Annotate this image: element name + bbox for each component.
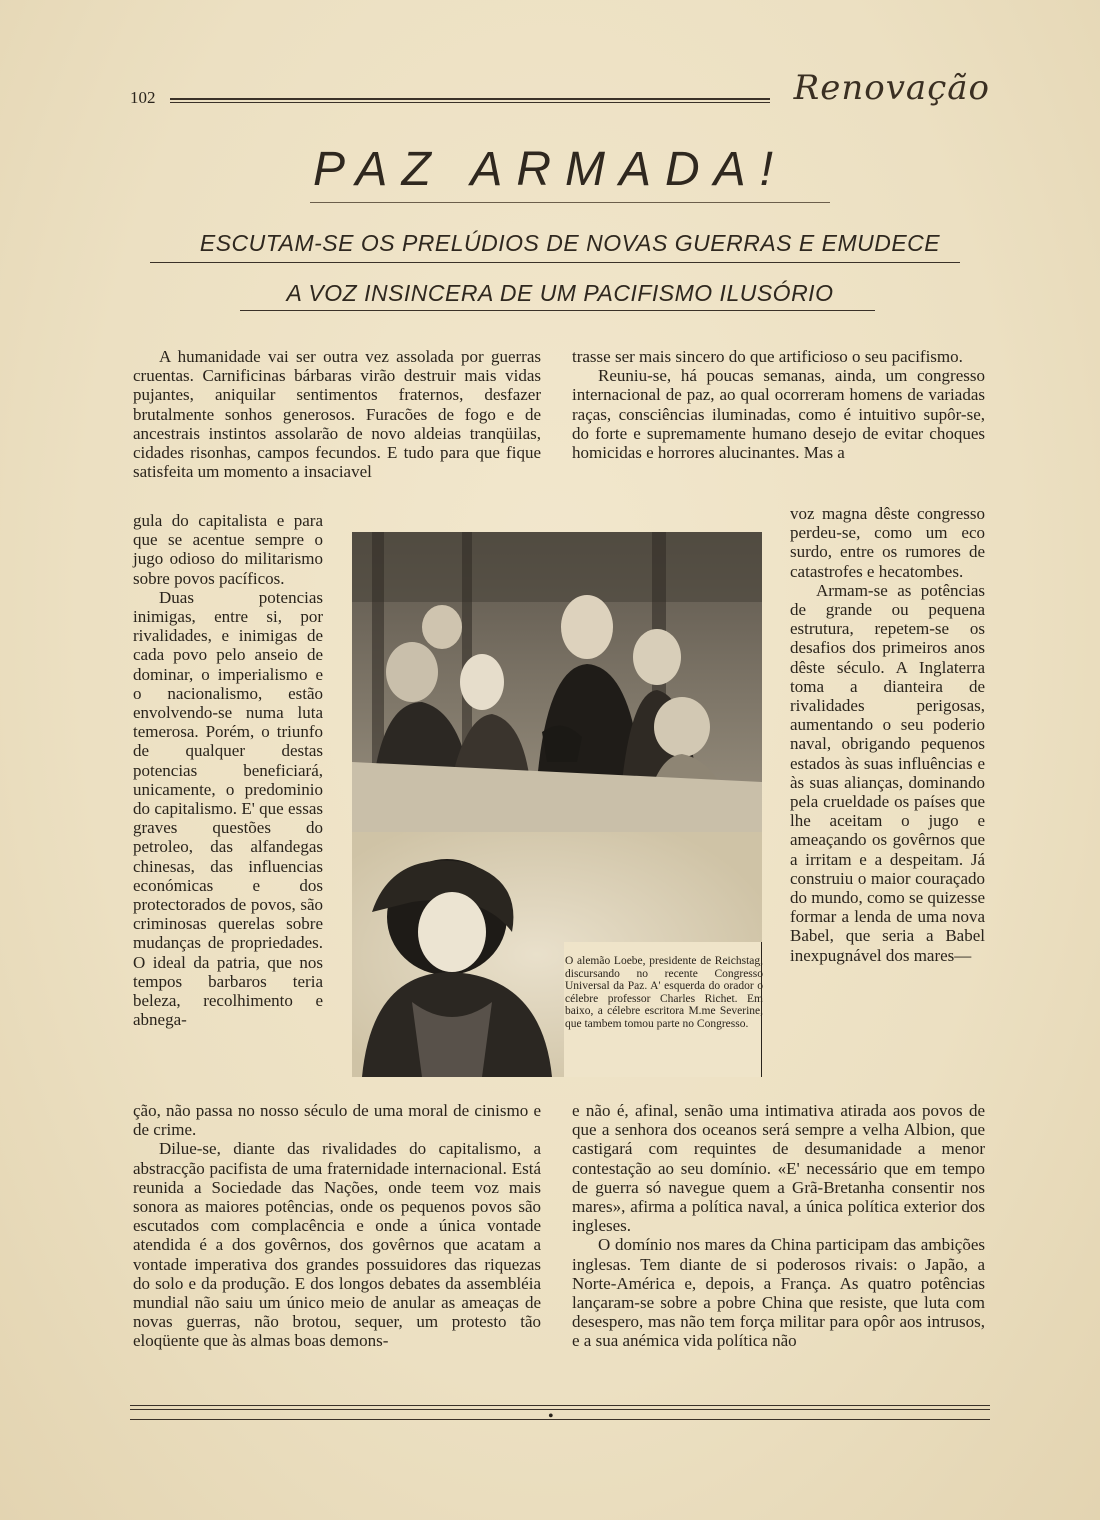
footer-mark: • (548, 1408, 554, 1425)
header-rule (170, 98, 770, 103)
article-title: PAZ ARMADA! (312, 143, 788, 196)
right-column-narrow (790, 504, 985, 965)
masthead-logo: Renovação (793, 68, 990, 108)
photo-caption (565, 955, 763, 1031)
right-column-top (572, 347, 985, 462)
paragraph: Dilue-se, diante das rivalidades do capitalismo, a abstracção pacifista de uma fraternidade internacional. Está reunida a Sociedade das Nações, onde teem voz mais sonora as maiores potências, onde os pequenos povos são escutados com complacência e onde a única vontade atendida é a dos govêrnos, dos govêrnos que acatam a vontade imperativa dos grandes possuidores das riquezas do solo e da produção. E dos longos debates da assembléia mundial não saiu um único meio de anular as ameaças de novas guerras, não brotou, sequer, um protesto tão eloqüente que às almas boas demons- (133, 1139, 541, 1351)
paragraph: voz magna dêste congresso perdeu-se, como um eco surdo, entre os rumores de catastrofes e hecatombes. (790, 504, 985, 581)
left-column-narrow-1 (133, 511, 323, 1029)
left-column-bottom (133, 1101, 541, 1351)
paragraph: e não é, afinal, senão uma intimativa atirada aos povos de que a senhora dos oceanos será sempre a velha Albion, que castigará com requintes de desumanidade a menor contestação ao seu domínio. «E' necessário que em tempo de guerra só navegue quem a Grã-Bretanha consentir nos mares», afirma a política naval, a única política exterior dos ingleses. (572, 1101, 985, 1236)
article-subtitle-line2: A VOZ INSINCERA DE UM PACIFISMO ILUSÓRIO (286, 280, 834, 306)
title-rule (310, 202, 830, 203)
paragraph: Armam-se as potências de grande ou pequena estrutura, repetem-se os desafios dos primeiros anos dêste século. A Inglaterra toma a dianteira de rivalidades perigosas, aumentando o seu poderio naval, obrigando pequenos estados às suas influências e às suas alianças, dominando pela crueldade os países que lhe aceitam o jugo e ameaçando os govêrnos que a irritam e a despeitam. Já construiu o maior couraçado do mundo, como se quizesse formar a lenda de uma nova Babel, que seria a Babel inexpugnável dos mares— (790, 580, 985, 965)
paragraph: Reuniu-se, há poucas semanas, ainda, um congresso internacional de paz, ao qual ocorreram homens de variadas raças, consciências iluminadas, como é intuitivo supôr-se, do forte e supremamente humano desejo de evitar choques homicidas e horrores alucinantes. Mas a (572, 366, 985, 463)
footer-rule-3 (130, 1419, 990, 1420)
paragraph: A humanidade vai ser outra vez assolada por guerras cruentas. Carnificinas bárbaras virão destruir mais vidas pujantes, aniquilar sentimentos fraternos, desfazer brutalmente sonhos generosos. Furacões de fogo e de ancestrais instintos assolarão de novo aldeias tranqüilas, cidades risonhas, campos fecundos. E tudo para que fique satisfeita um momento a insaciavel (133, 347, 541, 482)
subtitle-rule-2 (240, 310, 875, 311)
footer-rule-2 (130, 1409, 990, 1410)
page-header (130, 68, 990, 114)
paragraph: Duas potencias inimigas, entre si, por rivalidades, e inimigas de cada povo pelo anseio de dominar, o imperialismo e o nacionalismo, estão envolvendo-se numa luta temerosa. Porém, o triunfo de qualquer destas potencias beneficiará, unicamente, o predominio do capitalismo. E' que essas graves questões do petroleo, das alfandegas chinesas, das influencias económicas e dos protectorados de povos, são criminosas querelas sobre mudanças de propriedades. O ideal da patria, que nos tempos barbaros teria beleza, recolhimento e abnega- (133, 587, 323, 1030)
paragraph: ção, não passa no nosso século de uma moral de cinismo e de crime. (133, 1101, 541, 1140)
left-column-top (133, 347, 541, 481)
subtitle-rule-1 (150, 262, 960, 263)
page-number: 102 (130, 88, 156, 107)
paragraph: trasse ser mais sincero do que artificioso o seu pacifismo. (572, 347, 963, 366)
right-column-bottom (572, 1101, 985, 1351)
paragraph: gula do capitalista e para que se acentue sempre o jugo odioso do militarismo sobre povos pacíficos. (133, 511, 323, 588)
caption-text: O alemão Loebe, presidente de Reichstag, discursando no recente Congresso Universal da Paz. A' esquerda do orador o célebre professor Charles Richet. Em baixo, a célebre escritora M.me Severine, que tambem tomou parte no Congresso. (565, 955, 763, 1030)
paragraph: O domínio nos mares da China participam das ambições inglesas. Tem diante de si poderosos rivais: o Japão, a Norte-América e, depois, a França. As quatro potências lançaram-se sobre a pobre China que resiste, que luta com desespero, mas não tem força militar para opôr aos intrusos, e a sua anémica vida política não (572, 1235, 985, 1351)
footer-rule (130, 1405, 990, 1406)
article-subtitle-line1: ESCUTAM-SE OS PRELÚDIOS DE NOVAS GUERRAS E EMUDECE (199, 230, 941, 256)
